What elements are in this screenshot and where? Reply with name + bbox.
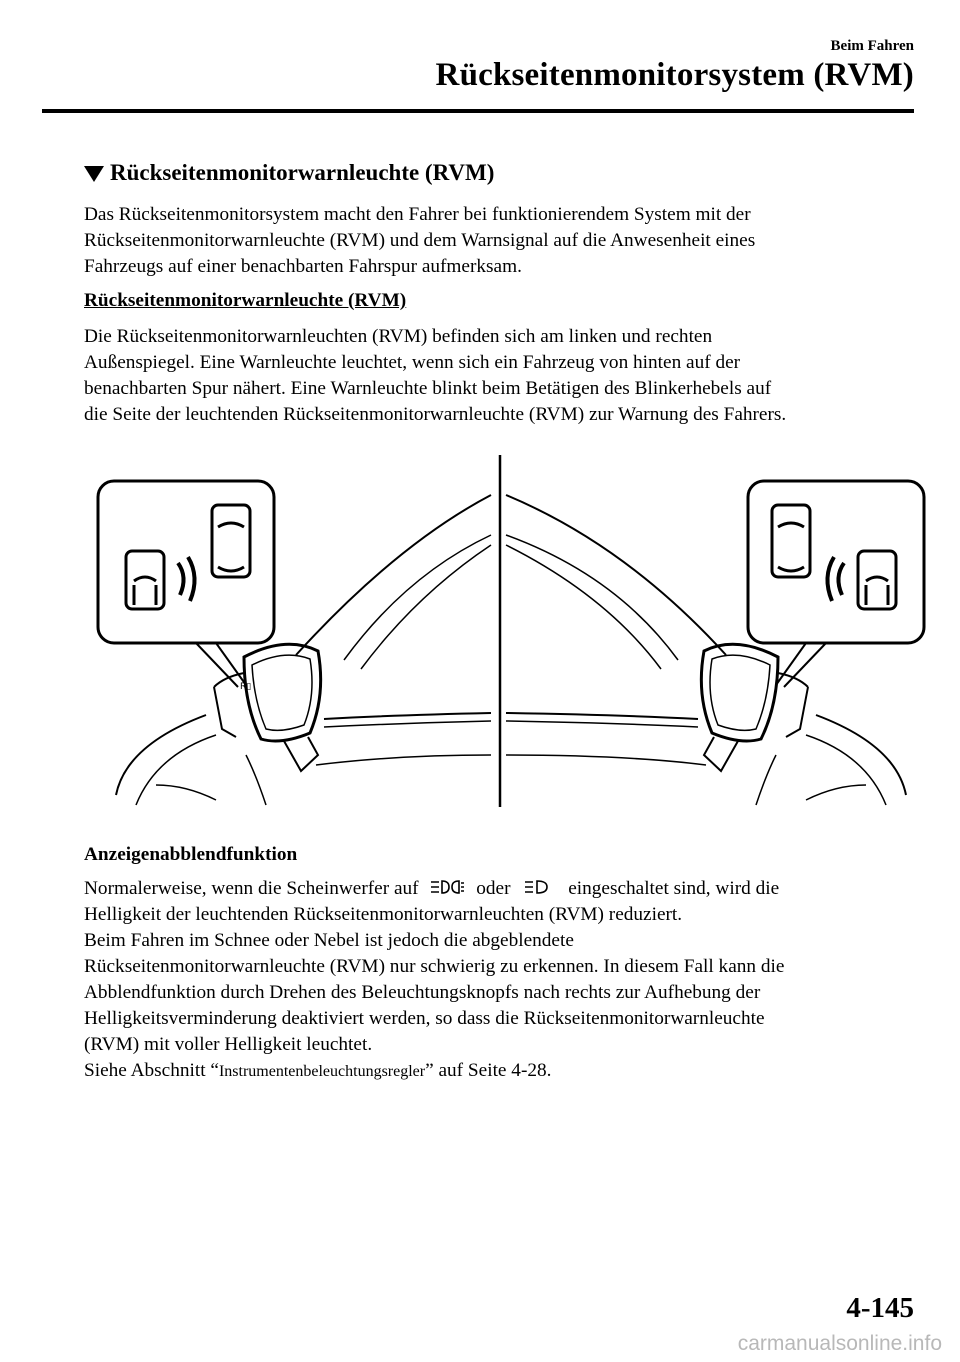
- dimming-heading: Anzeigenabblendfunktion: [84, 844, 298, 865]
- dimming-line: Rückseitenmonitorwarnleuchte (RVM) nur schwierig zu erkennen. In diesem Fall kann die: [84, 956, 785, 977]
- body-line: benachbarten Spur nähert. Eine Warnleuchte blinkt beim Betätigen des Blinkerhebels auf: [84, 378, 772, 399]
- reference-text: ” auf Seite 4-28.: [425, 1060, 552, 1081]
- dimming-text: Normalerweise, wenn die Scheinwerfer auf: [84, 878, 419, 899]
- triangle-bullet-icon: [84, 166, 104, 182]
- reference-link[interactable]: Instrumentenbeleuchtungsregler: [218, 1063, 426, 1080]
- intro-line: Rückseitenmonitorwarnleuchte (RVM) und dem Warnsignal auf die Anwesenheit eines: [84, 230, 756, 251]
- intro-line: Fahrzeugs auf einer benachbarten Fahrspur aufmerksam.: [84, 256, 522, 277]
- cross-reference: [84, 1058, 924, 1085]
- dimming-line: Abblendfunktion durch Drehen des Beleuchtungsknopfs nach rechts zur Aufhebung der: [84, 982, 761, 1003]
- body-line: Die Rückseitenmonitorwarnleuchten (RVM) befinden sich am linken und rechten: [84, 326, 713, 347]
- right-mirror-view: [506, 481, 924, 805]
- mirror-illustration: [96, 455, 926, 810]
- page-title: Rückseitenmonitorsystem (RVM): [435, 57, 914, 93]
- body-line: Außenspiegel. Eine Warnleuchte leuchtet, wenn sich ein Fahrzeug von hinten auf der: [84, 352, 741, 373]
- dimming-line: Helligkeit der leuchtenden Rückseitenmonitorwarnleuchten (RVM) reduziert.: [84, 904, 683, 925]
- dimming-text: eingeschaltet sind, wird die: [568, 878, 780, 899]
- dimming-line: [84, 876, 924, 902]
- intro-paragraph: [84, 202, 924, 280]
- intro-line: Das Rückseitenmonitorsystem macht den Fahrer bei funktionierendem System mit der: [84, 204, 751, 225]
- body-line: die Seite der leuchtenden Rückseitenmonitorwarnleuchte (RVM) zur Warnung des Fahrers.: [84, 404, 787, 425]
- page-number: 4-145: [846, 1292, 914, 1324]
- left-mirror-view: [98, 481, 491, 805]
- section-heading: [84, 160, 494, 186]
- chapter-label: Beim Fahren: [830, 38, 914, 54]
- dimming-line: Beim Fahren im Schnee oder Nebel ist jedoch die abgeblendete: [84, 930, 574, 951]
- reference-text: Siehe Abschnitt “: [84, 1060, 219, 1081]
- watermark: carmanualsonline.info: [737, 1332, 942, 1355]
- parking-light-icon: [521, 878, 557, 896]
- dimming-paragraph: [84, 876, 924, 1085]
- svg-text:R▯: R▯: [240, 682, 252, 692]
- dimming-line: Helligkeitsverminderung deaktiviert werden, so dass die Rückseitenmonitorwarnleuchte: [84, 1008, 765, 1029]
- header-divider: [42, 109, 914, 113]
- headlight-icon: [429, 878, 465, 896]
- subheading: Rückseitenmonitorwarnleuchte (RVM): [84, 290, 407, 311]
- section-heading-text: Rückseitenmonitorwarnleuchte (RVM): [110, 160, 495, 185]
- dimming-line: (RVM) mit voller Helligkeit leuchtet.: [84, 1034, 373, 1055]
- rvm-warning-icon: [126, 505, 250, 609]
- body-paragraph: [84, 324, 924, 428]
- dimming-text: oder: [476, 878, 511, 899]
